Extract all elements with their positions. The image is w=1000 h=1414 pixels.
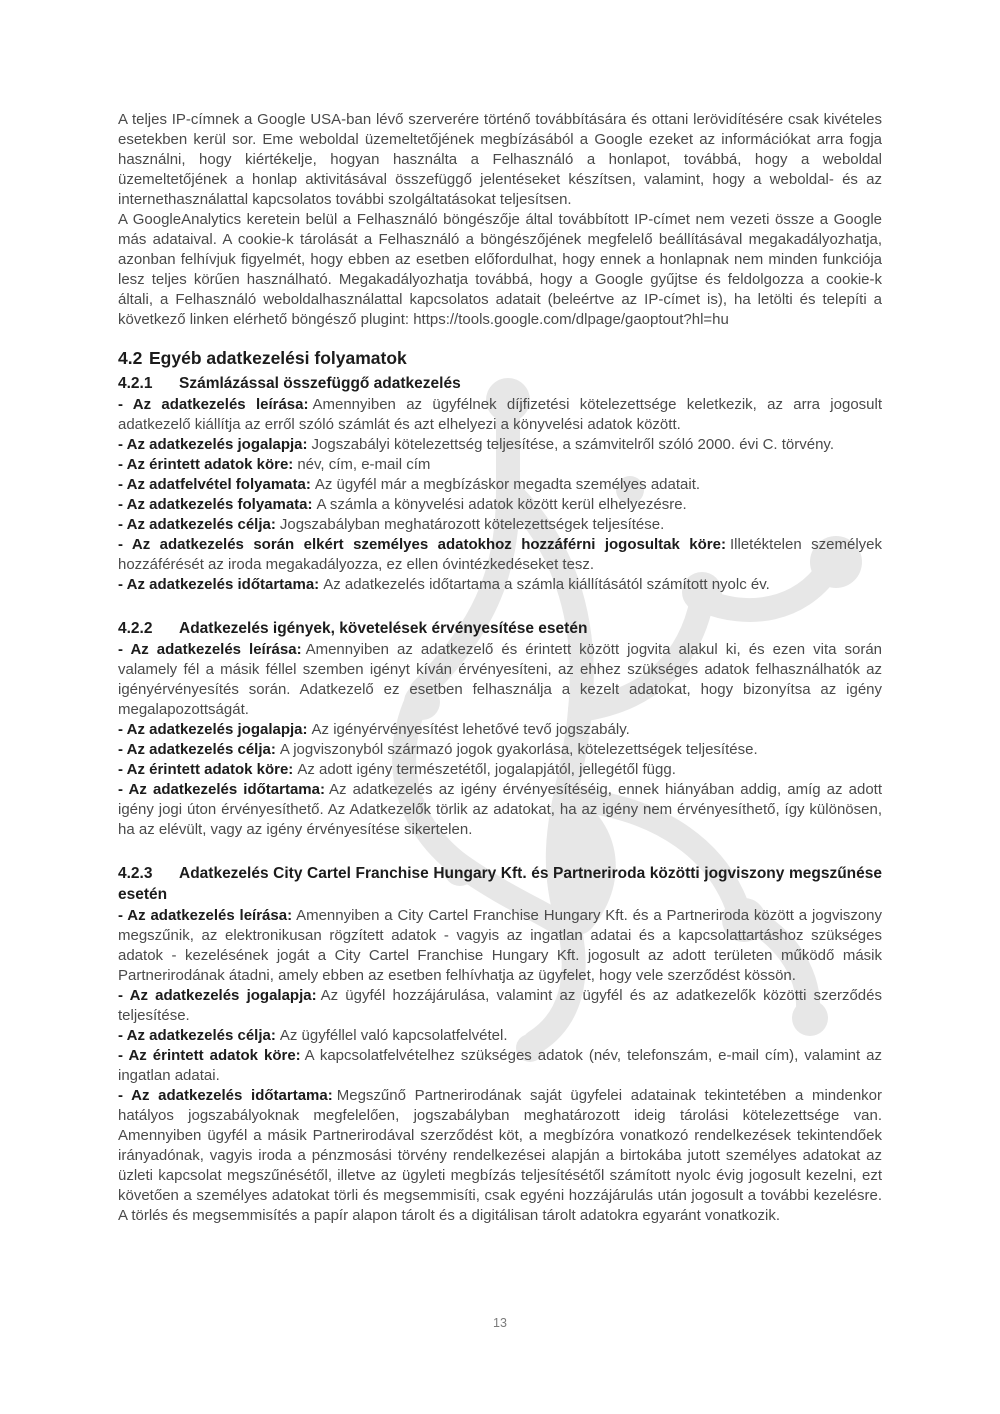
bullet-text: Jogszabályi kötelezettség teljesítése, a számvitelről szóló 2000. évi C. törvény.	[311, 436, 834, 453]
bullet-text: Megszűnő Partnerirodának saját ügyfelei adatainak tekintetében a mindenkor hatályos jogszabályoknak megfelelően, jogszabályban meghatározott ideig tárolási kötelezettsége van. Amennyiben ügyfél a másik Partnerirodával szerződést köt, a megbízóra vonatkozó rendelkezések tekintendőek irányadónak, vagyis iroda a pénzmosási törvény rendelkezései alapján a birtokába jutott személyes adatokat az üzleti kapcsolat megszűnésétől, illetve az ügyleti megbízás teljesítésétől számított nyolc évig jogosult kezelni, ezt követően a személyes adatokat törli és megsemmisíti, csak egyéni hozzájárulás után jogosult a további kezelésre. A törlés és megsemmisítés a papír alapon tárolt és a digitálisan tárolt adatokra egyaránt vonatkozik.	[118, 1087, 882, 1224]
bullet-text: név, cím, e-mail cím	[297, 456, 431, 473]
bullet-label: - Az adatkezelés időtartama:	[118, 781, 325, 798]
bullet-label: - Az adatkezelés jogalapja:	[118, 987, 317, 1004]
bullet-text: Az ügyféllel való kapcsolatfelvétel.	[279, 1027, 508, 1044]
bullet-item	[118, 495, 882, 515]
bullet-text: Jogszabályban meghatározott kötelezettségek teljesítése.	[279, 516, 665, 533]
bullet-text: A kapcsolatfelvételhez szükséges adatok (név, telefonszám, e-mail cím), valamint az ingatlan adatai.	[118, 1047, 882, 1084]
subsection-title: Számlázással összefüggő adatkezelés	[179, 375, 461, 392]
bullet-text: A jogviszonyból származó jogok gyakorlása, kötelezettségek teljesítése.	[279, 741, 758, 758]
bullet-item	[118, 475, 882, 495]
bullet-label: - Az adatkezelés jogalapja:	[118, 721, 308, 738]
bullet-label: - Az adatkezelés folyamata:	[118, 496, 313, 513]
bullet-text: Az adatkezelés időtartama a számla kiállításától számított nyolc év.	[323, 576, 770, 593]
bullet-item	[118, 640, 882, 720]
bullet-text: Amennyiben az adatkezelő és érintett között jogvita alakul ki, és ezen vita során valamely fél a másik féllel szemben igényt kíván érvényesíteni, az ehhez szükséges adatok felhasználhatók az igényérvényesítés során. Adatkezelő ez esetben felhasználja a kezelt adatokat, hogy bizonyítsa az igény megalapozottságát.	[118, 641, 883, 718]
bullet-label: - Az érintett adatok köre:	[118, 761, 294, 778]
section-number: 4.2	[118, 348, 143, 368]
bullet-item	[118, 780, 882, 840]
subsection-heading-4-2-3	[118, 863, 882, 905]
bullet-label: - Az adatkezelés leírása:	[118, 396, 309, 413]
bullet-label: - Az adatkezelés leírása:	[118, 907, 293, 924]
page-number: 13	[493, 1316, 507, 1330]
bullet-item	[118, 1046, 882, 1086]
bullet-label: - Az adatkezelés időtartama:	[118, 576, 320, 593]
intro-paragraph-ip-forwarding: A teljes IP-címnek a Google USA-ban lévő szerverére történő továbbítására és ottani lerövidítésére csak kivételes esetekben kerül sor. Eme weboldal üzemeltetőjének megbízásából a Google ezeket az információkat arra fogja használni, hogy kiértékelje, hogyan használta a Felhasználó a honlapot, továbbá, hogy a weboldal üzemeltetőjének a honlap aktivitásával összefüggő jelentéseket készítsen, valamint, hogy a weboldal- és az internethasználattal kapcsolatos további szolgáltatásokat teljesítsen.	[118, 111, 882, 208]
section-heading-4-2	[118, 347, 882, 370]
bullet-text: Az adott igény természetétől, jogalapjától, jellegétől függ.	[297, 761, 676, 778]
subsection-title: Adatkezelés igények, követelések érvényesítése esetén	[179, 620, 588, 637]
bullet-item	[118, 575, 882, 595]
bullet-text: Az ügyfél hozzájárulása, valamint az ügyfél és az adatkezelők közötti szerződés teljesítése.	[118, 987, 882, 1024]
bullet-item	[118, 515, 882, 535]
bullet-label: - Az adatfelvétel folyamata:	[118, 476, 311, 493]
subsection-number: 4.2.1	[118, 375, 153, 392]
bullet-label: - Az adatkezelés célja:	[118, 516, 276, 533]
subsection-heading-4-2-2	[118, 618, 882, 639]
subsection-title: Adatkezelés City Cartel Franchise Hungary Kft. és Partneriroda közötti jogviszony megszűnése esetén	[118, 865, 882, 903]
bullet-text: A számla a könyvelési adatok között kerül elhelyezésre.	[316, 496, 687, 513]
bullet-item	[118, 1026, 882, 1046]
bullet-item	[118, 986, 882, 1026]
bullet-text: Amennyiben az ügyfélnek díjfizetési kötelezettsége keletkezik, az arra jogosult adatkezelő kiállítja az erről szóló számlát és azt elhelyezi a könyvelési adatok között.	[118, 396, 882, 433]
bullet-label: - Az érintett adatok köre:	[118, 1047, 301, 1064]
bullet-item	[118, 455, 882, 475]
bullet-label: - Az adatkezelés célja:	[118, 1027, 276, 1044]
bullet-item	[118, 1086, 882, 1226]
intro-paragraph-google-analytics: A GoogleAnalytics keretein belül a Felhasználó böngészője által továbbított IP-címet nem vezeti össze a Google más adataival. A cookie-k tárolását a Felhasználó a böngészőjének megfelelő beállításával megakadályozhatja, azonban felhívjuk figyelmét, hogy ebben az esetben előfordulhat, hogy ennek a honlapnak nem minden funkciója lesz teljes körűen használható. Megakadályozhatja továbbá, hogy a Google gyűjtse és feldolgozza a cookie-k általi, a Felhasználó weboldalhasználattal kapcsolatos adatait (beleértve az IP-címet is), ha letölti és telepíti a következő linken elérhető böngésző plugint: https://tools.google.com/dlpage/gaoptout?hl=hu	[118, 211, 882, 328]
bullet-item	[118, 435, 882, 455]
bullet-label: - Az adatkezelés során elkért személyes adatokhoz hozzáférni jogosultak köre:	[118, 536, 726, 553]
bullet-item	[118, 740, 882, 760]
bullet-item	[118, 720, 882, 740]
bullet-label: - Az adatkezelés jogalapja:	[118, 436, 308, 453]
bullet-text: Amennyiben a City Cartel Franchise Hungary Kft. és a Partneriroda között a jogviszony megszűnik, az elektronikusan rögzített adatok - vagyis az ingatlan adatai és a kapcsolattartáshoz szükséges adatok - kezelésének jogát a City Cartel Franchise Hungary Kft. jogosult az adott területen működő másik Partnerirodának átadni, amely ebben az esetben felhívhatja az ügyfelet, hogy vele szerződést kössön.	[118, 907, 882, 984]
bullet-item	[118, 760, 882, 780]
bullet-text: Az adatkezelés az igény érvényesítéséig, ennek hiányában addig, amíg az adott igény jogi úton érvényesíthető. Az Adatkezelők törlik az adatokat, ha az igény nem érvényesíthető, így különösen, ha az elévült, vagy az igény érvényesítése sikertelen.	[118, 781, 882, 838]
bullet-label: - Az adatkezelés időtartama:	[118, 1087, 333, 1104]
subsection-number: 4.2.3	[118, 865, 153, 882]
bullet-text: Illetéktelen személyek hozzáférését az iroda megakadályozza, ez ellen óvintézkedéseket tesz.	[118, 536, 882, 573]
bullet-label: - Az adatkezelés célja:	[118, 741, 276, 758]
subsection-heading-4-2-1	[118, 373, 882, 394]
bullet-label: - Az adatkezelés leírása:	[118, 641, 302, 658]
bullet-text: Az igényérvényesítést lehetővé tevő jogszabály.	[311, 721, 630, 738]
bullet-item	[118, 906, 882, 986]
section-title: Egyéb adatkezelési folyamatok	[149, 348, 407, 368]
bullet-label: - Az érintett adatok köre:	[118, 456, 294, 473]
bullet-item	[118, 535, 882, 575]
page-content	[118, 110, 882, 1226]
subsection-number: 4.2.2	[118, 620, 153, 637]
bullet-item	[118, 395, 882, 435]
bullet-text: Az ügyfél már a megbízáskor megadta személyes adatait.	[314, 476, 701, 493]
